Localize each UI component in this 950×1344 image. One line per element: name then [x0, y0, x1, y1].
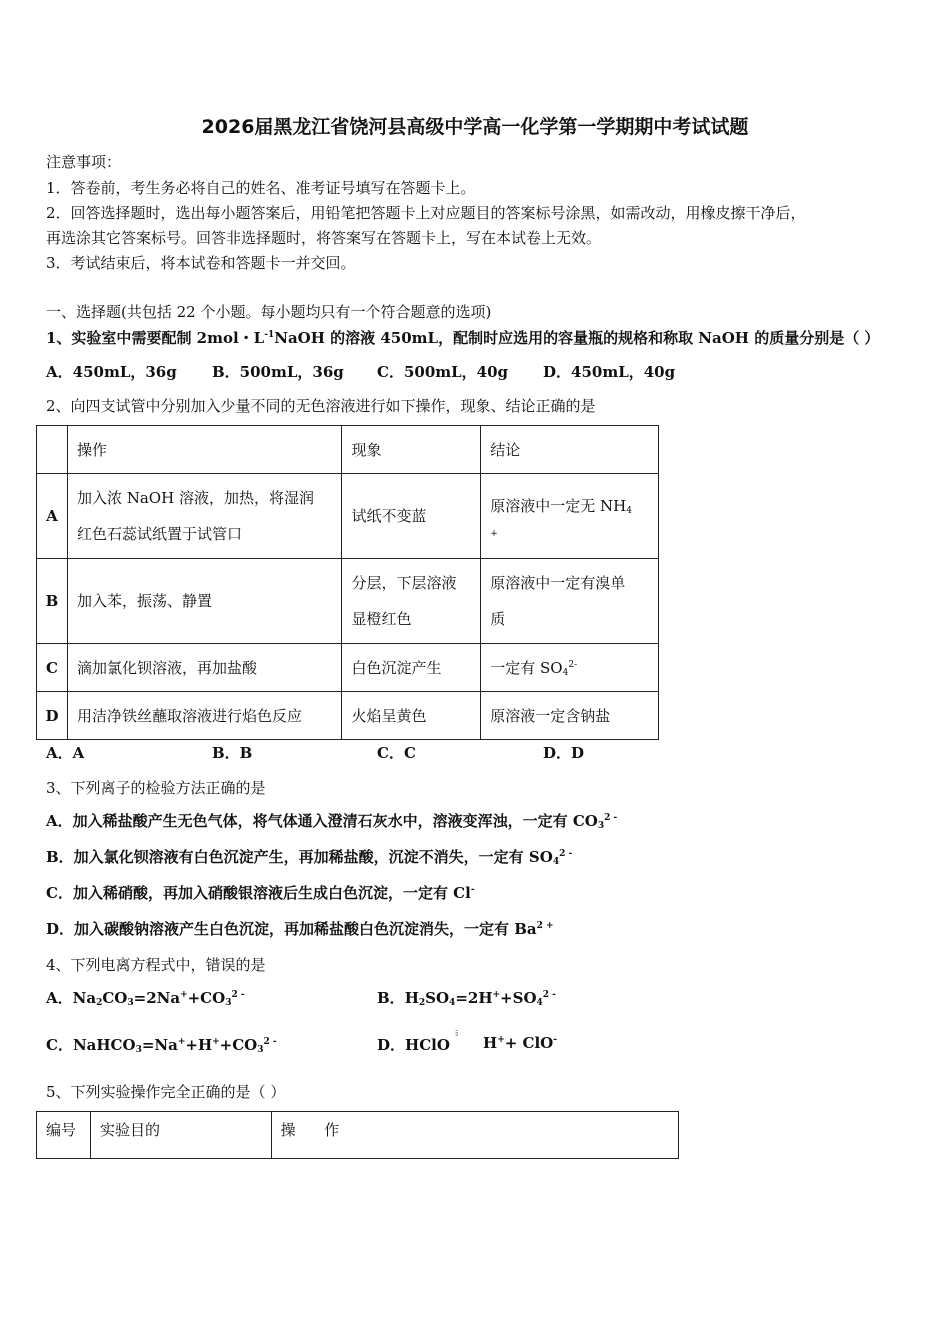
question-3-option-d: D．加入碳酸钠溶液产生白色沉淀，再加稀盐酸白色沉淀消失，一定有 $Ba^{2 +}$	[46, 920, 554, 938]
page-title: 2026届黑龙江省饶河县高级中学高一化学第一学期期中考试试题	[201, 116, 749, 138]
table-row	[37, 644, 659, 692]
question-4-option-d-products: H++ ClO-	[483, 1034, 557, 1052]
notice-item-1: 1．答卷前，考生务必将自己的姓名、准考证号填写在答题卡上。	[46, 179, 476, 197]
operation-cell: 加入浓 NaOH 溶液，加热，将湿润 红色石蕊试纸置于试管口	[67, 474, 342, 559]
operation-cell: 用洁净铁丝蘸取溶液进行焰色反应	[67, 692, 342, 740]
table-header-row	[37, 426, 659, 474]
notice-heading: 注意事项：	[46, 153, 122, 171]
question-3-option-b: B．加入氯化钡溶液有白色沉淀产生，再加稀盐酸，沉淀不消失，一定有 $SO_4^{2 -}$	[46, 848, 573, 867]
question-3-option-c: C．加入稀硝酸，再加入硝酸银溶液后生成白色沉淀，一定有 Cl-	[46, 884, 475, 902]
conclusion-cell: 原溶液一定含钠盐	[481, 692, 659, 740]
operation-cell: 滴加氯化钡溶液，再加盐酸	[67, 644, 342, 692]
phenomenon-cell: 火焰呈黄色	[342, 692, 481, 740]
question-4-option-a: A．$Na_2CO_3=2Na^++CO_3^{2 -}$	[46, 989, 245, 1008]
table-cell-empty	[37, 426, 68, 474]
notice-item-3: 3．考试结束后，将本试卷和答题卡一并交回。	[46, 254, 356, 272]
notice-item-2: 2．回答选择题时，选出每小题答案后，用铅笔把答题卡上对应题目的答案标号涂黑，如需改动，用橡皮擦干净后，	[46, 204, 806, 222]
conclusion-cell: 一定有 $SO_4^{2-}$	[481, 644, 659, 692]
question-1-option-c: C．500mL，40g	[377, 363, 509, 381]
row-label: A	[37, 474, 68, 559]
section-heading: 一、选择题(共包括 22 个小题。每小题均只有一个符合题意的选项)	[46, 303, 492, 321]
table-row	[37, 692, 659, 740]
row-label: D	[37, 692, 68, 740]
table-header-operation: 操作	[67, 426, 342, 474]
question-5-table	[36, 1111, 679, 1159]
question-2-table	[36, 425, 659, 740]
table-header-conclusion: 结论	[481, 426, 659, 474]
question-2-stem: 2、向四支试管中分别加入少量不同的无色溶液进行如下操作，现象、结论正确的是	[46, 397, 596, 415]
question-4-option-c: C．$NaHCO_3=Na^++H^++CO_3^{2 -}$	[46, 1036, 277, 1055]
operation-cell: 加入苯，振荡、静置	[67, 559, 342, 644]
table-header-number: 编号	[37, 1112, 91, 1159]
table-header-phenomenon: 现象	[342, 426, 481, 474]
reversible-arrow-icon: ⁞⁞	[455, 1029, 458, 1038]
phenomenon-cell: 白色沉淀产生	[342, 644, 481, 692]
question-1-stem: 1、实验室中需要配制 2mol・$L^{-1}NaOH$ 的溶液 450mL，配制时应选用的容量瓶的规格和称取 NaOH 的质量分别是（ ）	[46, 329, 880, 347]
question-1-option-a: A．450mL，36g	[46, 363, 177, 381]
phenomenon-cell: 分层，下层溶液 显橙红色	[342, 559, 481, 644]
table-header-operation: 操 作	[271, 1112, 678, 1159]
phenomenon-cell: 试纸不变蓝	[342, 474, 481, 559]
question-2-option-c: C．C	[377, 744, 416, 762]
notice-item-2-cont: 再选涂其它答案标号。回答非选择题时，将答案写在答题卡上，写在本试卷上无效。	[46, 229, 602, 247]
table-row	[37, 559, 659, 644]
question-2-option-a: A．A	[46, 744, 85, 762]
question-2-option-b: B．B	[212, 744, 253, 762]
question-4-option-d: D．HClO	[377, 1036, 450, 1054]
question-3-stem: 3、下列离子的检验方法正确的是	[46, 779, 266, 797]
conclusion-cell: 原溶液中一定有溴单 质	[481, 559, 659, 644]
table-row	[37, 474, 659, 559]
question-1-option-d: D．450mL，40g	[543, 363, 676, 381]
question-3-option-a: A．加入稀盐酸产生无色气体，将气体通入澄清石灰水中，溶液变浑浊，一定有 $CO_3^{2 -}$	[46, 812, 618, 831]
question-4-option-b: B．$H_2SO_4=2H^++SO_4^{2 -}$	[377, 989, 556, 1008]
question-5-stem: 5、下列实验操作完全正确的是（ ）	[46, 1083, 286, 1101]
question-2-option-d: D．D	[543, 744, 585, 762]
question-1-option-b: B．500mL，36g	[212, 363, 344, 381]
row-label: C	[37, 644, 68, 692]
row-label: B	[37, 559, 68, 644]
table-header-purpose: 实验目的	[90, 1112, 271, 1159]
table-header-row	[37, 1112, 679, 1159]
conclusion-cell: 原溶液中一定无 $NH_4$ +	[481, 474, 659, 559]
question-4-stem: 4、下列电离方程式中，错误的是	[46, 956, 266, 974]
